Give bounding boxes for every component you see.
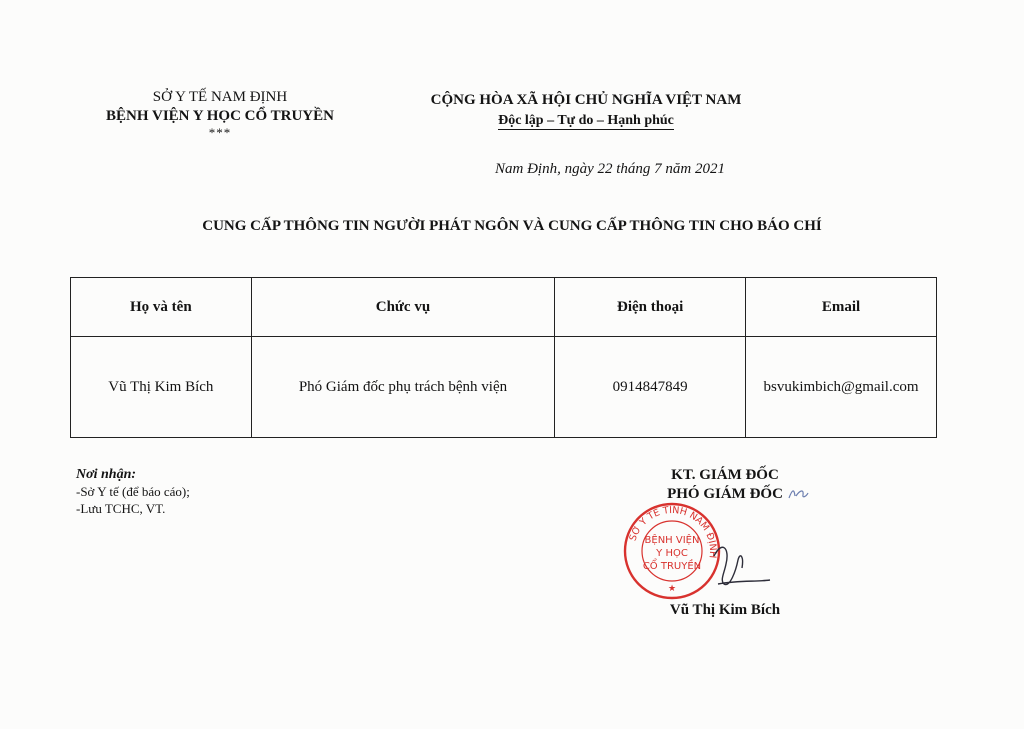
initial-mark-icon	[786, 484, 810, 502]
recipient-item: -Lưu TCHC, VT.	[76, 501, 166, 516]
agency-name: BỆNH VIỆN Y HỌC CỔ TRUYỀN	[106, 108, 334, 124]
recipients-block	[76, 466, 336, 517]
spokesperson-table	[70, 277, 937, 438]
header-phone: Điện thoại	[555, 278, 746, 337]
sign-authority: KT. GIÁM ĐỐC	[671, 467, 779, 483]
handwritten-signature-icon	[700, 530, 780, 600]
cell-position: Phó Giám đốc phụ trách bệnh viện	[251, 337, 555, 438]
agency-parent: SỞ Y TẾ NAM ĐỊNH	[152, 89, 288, 105]
stamp-star-icon: ★	[667, 584, 677, 594]
cell-email: bsvukimbich@gmail.com	[746, 337, 937, 438]
national-motto	[396, 90, 776, 130]
stamp-center-line3: CỔ TRUYỀN	[642, 561, 702, 572]
date-line: Nam Định, ngày 22 tháng 7 năm 2021	[495, 161, 725, 177]
header-position: Chức vụ	[251, 278, 555, 337]
motto-slogan: Độc lập – Tự do – Hạnh phúc	[498, 113, 674, 128]
header-email: Email	[746, 278, 937, 337]
stamp-ring-text: SỞ Y TẾ TỈNH NAM ĐỊNH	[627, 504, 719, 559]
country-name: CỘNG HÒA XÃ HỘI CHỦ NGHĨA VIỆT NAM	[430, 92, 742, 108]
cell-name: Vũ Thị Kim Bích	[71, 337, 252, 438]
agency-divider: ***	[208, 125, 232, 140]
cell-phone: 0914847849	[555, 337, 746, 438]
stamp-center-line1: BỆNH VIỆN	[644, 535, 700, 546]
recipients-heading: Nơi nhận:	[76, 467, 137, 482]
stamp-center-line2: Y HỌC	[656, 548, 688, 559]
header-name: Họ và tên	[71, 278, 252, 337]
recipient-item: -Sở Y tế (để báo cáo);	[76, 484, 190, 499]
signer-name: Vũ Thị Kim Bích	[669, 602, 781, 618]
table-row	[71, 337, 937, 438]
sign-title: PHÓ GIÁM ĐỐC	[667, 486, 783, 502]
table-header-row	[71, 278, 937, 337]
document-title: CUNG CẤP THÔNG TIN NGƯỜI PHÁT NGÔN VÀ CUNG CẤP THÔNG TIN CHO BÁO CHÍ	[202, 218, 822, 234]
agency-header	[60, 88, 380, 140]
